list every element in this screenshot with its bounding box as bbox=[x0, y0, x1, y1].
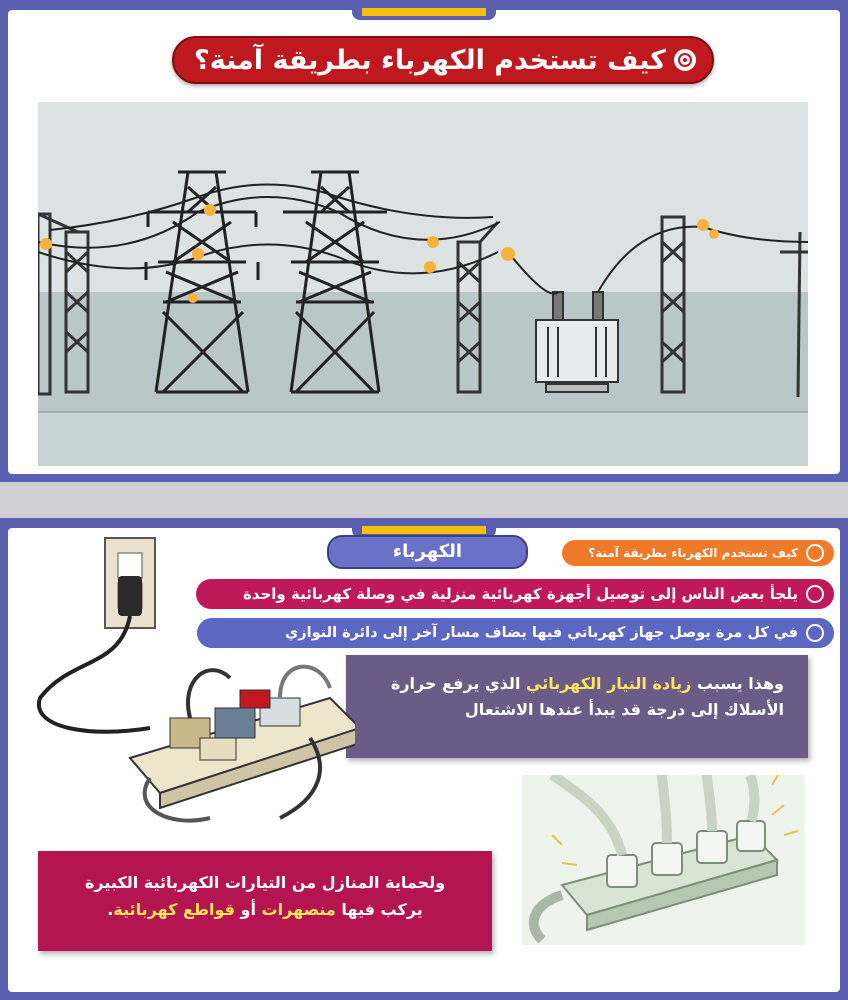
note-line-1: وهذا يسبب زيادة التيار الكهربائي الذي يرفع حرارة bbox=[390, 674, 784, 693]
bullet-text: في كل مرة يوصل جهاز كهرباتي فيها يضاف مسار آخر إلى دائرة التوازي bbox=[285, 625, 798, 641]
category-label: الكهرباء bbox=[327, 535, 528, 569]
protection-line-2: يركب فيها منصهرات أو قواطع كهربائية. bbox=[107, 900, 423, 920]
bullet-dot-icon bbox=[806, 544, 824, 562]
note-line-2: الأسلاك إلى درجة قد يبدأ عندها الاشتعال bbox=[464, 700, 784, 720]
bullet-title bbox=[562, 540, 834, 566]
bullet-dot-icon bbox=[806, 585, 824, 603]
power-lines-illustration bbox=[38, 102, 808, 466]
overloaded-outlet-illustration bbox=[30, 528, 355, 833]
bullet-dot-icon bbox=[806, 624, 824, 642]
highlight-current-increase: زيادة التيار الكهربائي bbox=[526, 674, 692, 693]
protection-line-1: ولحماية المنازل من التيارات الكهربائية الكبيرة bbox=[84, 873, 446, 892]
power-strip-illustration bbox=[522, 775, 805, 945]
highlight-fuses: منصهرات bbox=[261, 900, 336, 920]
slide-tab bbox=[352, 0, 496, 20]
protection-note bbox=[38, 851, 492, 951]
target-icon bbox=[674, 49, 696, 71]
bullet-text: كيف تستخدم الكهرباء بطريقة آمنة؟ bbox=[588, 546, 798, 560]
current-increase-note bbox=[346, 655, 808, 758]
page-title bbox=[172, 36, 714, 84]
page-title-text: كيف تستخدم الكهرباء بطريقة آمنة؟ bbox=[194, 44, 666, 76]
bullet-text: يلجأ بعض الناس إلى توصيل أجهزة كهربائية منزلية في وصلة كهربائية واحدة bbox=[242, 585, 798, 603]
highlight-breakers: قواطع كهربائية bbox=[113, 900, 235, 920]
